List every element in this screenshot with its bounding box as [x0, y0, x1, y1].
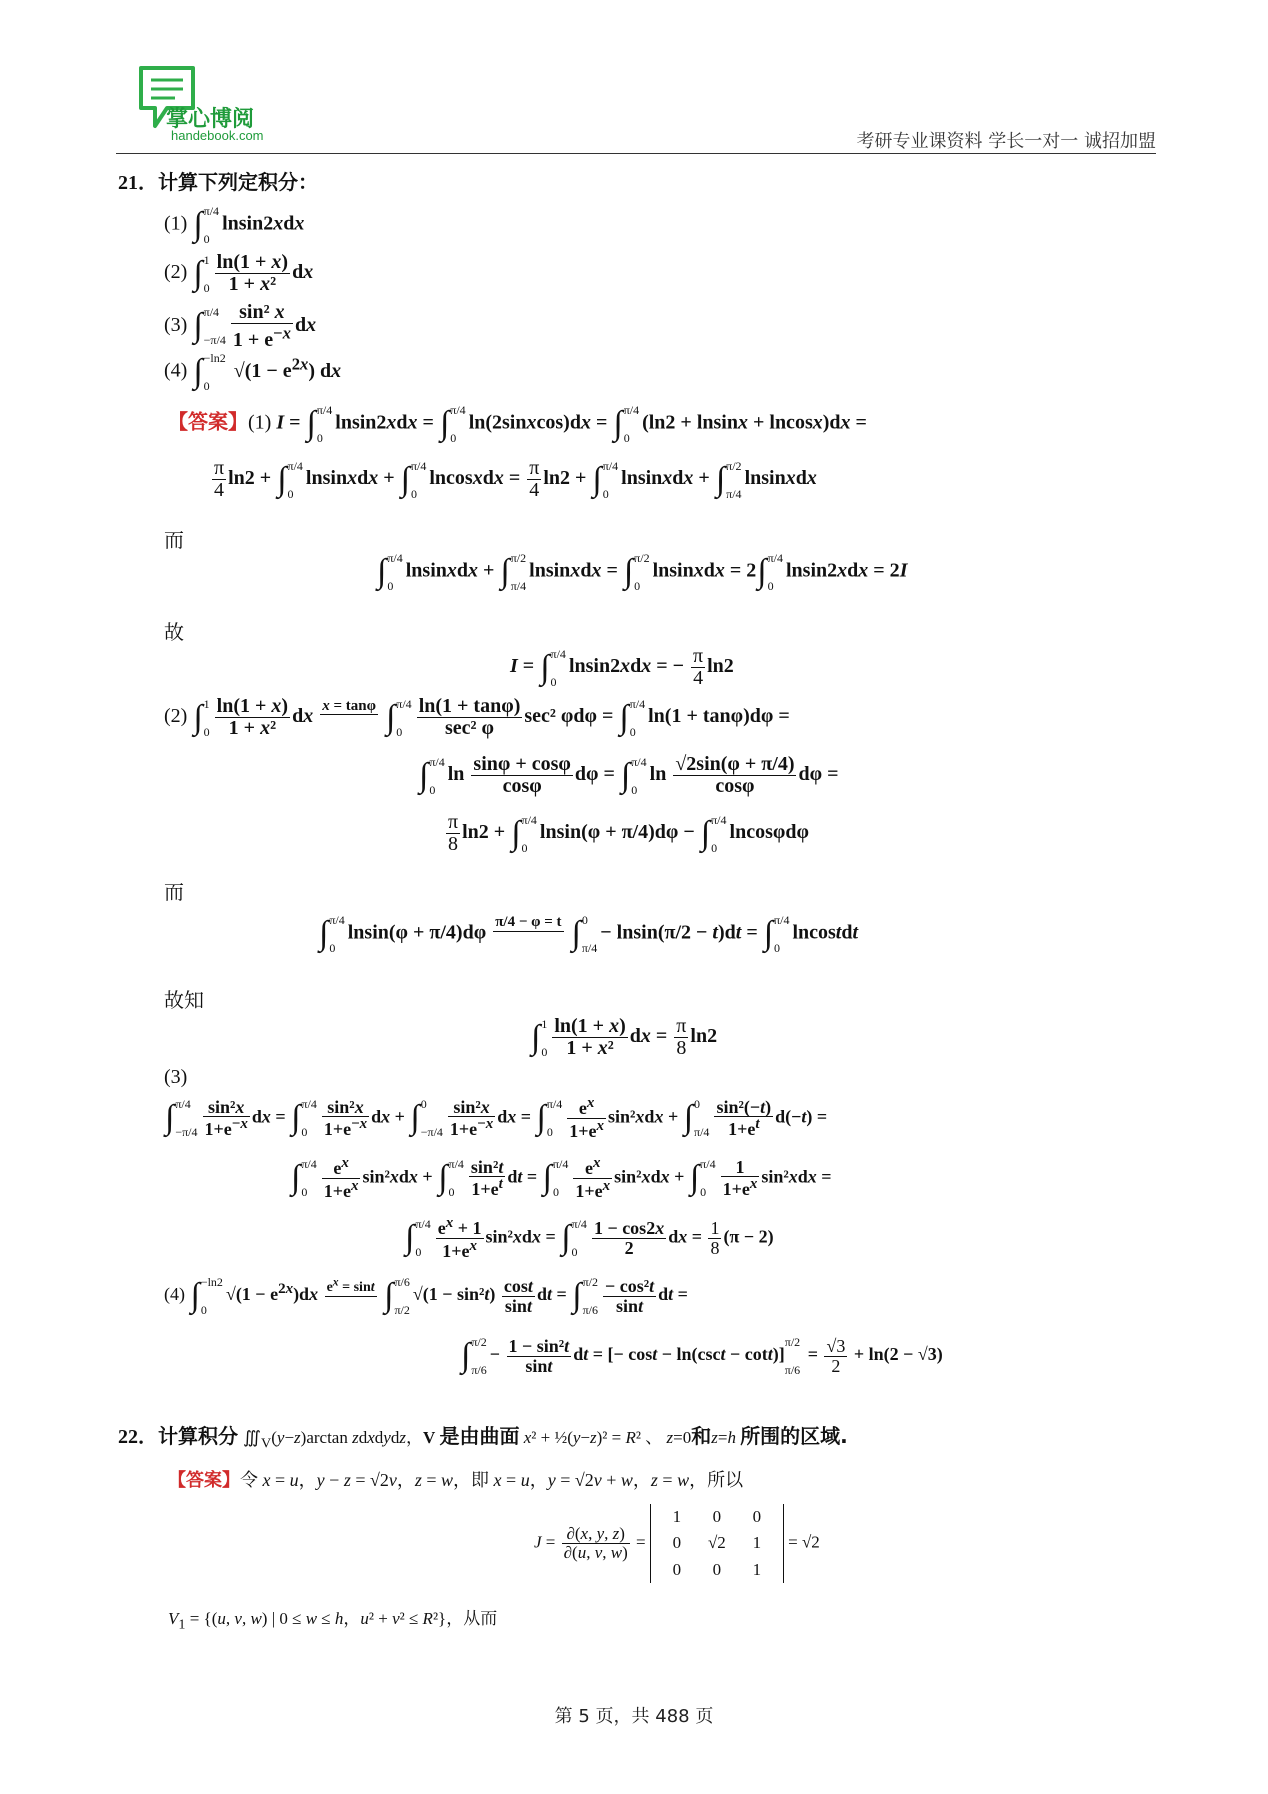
q22-region-text: 所围的区域.: [740, 1424, 848, 1448]
q21-answer-2-line3: $\frac{\pi}{8}$ ln2 + ∫ π/4 0 lnsin(φ + π/4)dφ − ∫ π/4 0 lncosφdφ: [448, 811, 809, 855]
q21-answer-2-line2: ∫ π/4 0 ln $\frac{\sin\varphi + \cos\varphi}{\cos\varphi}$ dφ = ∫ π/4 0 ln $\frac{√2\sin(\varphi + \pi/4)}{\cos\varphi}$ dφ =: [419, 753, 839, 797]
text-guzhi: 故知: [164, 988, 204, 1012]
q21-answer-1-line3: ∫ π/4 0 lnsinxdx + ∫ π/2 π/4 lnsinxdx = ∫ π/2 0 lnsinxdx = 2∫ π/4 0 lnsin2xdx = 2I: [377, 551, 908, 593]
q21-part-3: (3) ∫ π/4 −π/4 $\frac{\text{sin² x}}{1 + e^{-x}}$ dx: [164, 301, 317, 351]
q21-number: 21．: [118, 172, 158, 194]
text-gu: 故: [164, 620, 184, 644]
q21-answer-3-line3: ∫ π/4 0 $\frac{e^x + 1}{1+e^x}$ sin²xdx = ∫ π/4 0 $\frac{1 - \cos 2x}{2}$ dx = $\frac{1}{8}$ (π − 2): [405, 1215, 774, 1261]
q21-answer-1-result: I = ∫ π/4 0 lnsin2xdx = − $\frac{\pi}{4}$ ln2: [510, 645, 734, 689]
q22-heading: 22．计算积分 $∭_V(y-z)\arctan$ zdxdydz，V 是由曲面 x² + ½(y−z)² = R² 、 z=0和z=h 所围的区域.: [118, 1424, 848, 1452]
logo-name: 掌心博阅: [166, 107, 255, 132]
q21-answer-4-label: (4): [164, 1284, 185, 1305]
text-er-1: 而: [164, 528, 184, 552]
q22-title: 计算积分: [158, 1424, 238, 1448]
q21-answer-2-result: ∫ 1 0 $\frac{\ln(1 + x)}{\text{1 + x²}}$ dx = $\frac{\pi}{8}$ ln2: [531, 1015, 718, 1059]
header-tagline: 考研专业课资料 学长一对一 诚招加盟: [856, 131, 1156, 152]
logo-url: handebook.com: [171, 128, 264, 143]
q21-answer-4-line2: ∫ π/2 π/6 − $\frac{\text{1 − sin²t}}{\sin t}$ dt = [− cost − ln(csct − cott)] π/2 π/6 = $\frac{√3}{2}$ + ln(2 − √3): [461, 1335, 943, 1377]
answer-label: 【答案】: [168, 409, 248, 434]
page-footer: 第 5 页，共 488 页: [554, 1706, 714, 1727]
q21-title: 计算下列定积分：: [158, 170, 318, 194]
q21-answer-2-line1: (2) ∫ 1 0 $\frac{\ln(1 + x)}{\text{1 + x²}}$ dx x = tanφ ∫ π/4 0 $\frac{\ln(1 + \tan\varphi)}{\text{sec² φ}}$ sec² φdφ = ∫ π/4 0 ln(1 + tanφ)dφ =: [164, 695, 790, 739]
q21-answer-3-line2: ∫ π/4 0 $\frac{e^x}{1+e^x}$ sin²xdx + ∫ π/4 0 $\frac{\text{sin²t}}{1+e^t}$ dt = ∫ π/4 0 $\frac{e^x}{1+e^x}$ sin²xdx + ∫ π/4 0 $\frac{1}{1+e^x}$ sin²xdx =: [291, 1155, 832, 1201]
q21-answer-2-line4: ∫ π/4 0 lnsin(φ + π/4)dφ π/4 − φ = t ∫ 0 π/4 − lnsin(π/2 − t)dt = ∫ π/4 0 lncostdt: [319, 913, 859, 955]
q22-answer-line1: 【答案】令 x = u，y − z = √2v，z = w，即 x = u，y = √2v + w，z = w，所以: [168, 1470, 744, 1491]
q21-answer-1-line1: 【答案】(1) I = ∫ π/4 0 lnsin2xdx = ∫ π/4 0 ln(2sinxcos)dx = ∫ π/4 0 (ln2 + lnsinx + lncosx)dx =: [168, 403, 867, 445]
q21-heading: [118, 166, 318, 195]
q21-part-1: (1) ∫ π/4 0 lnsin2xdx: [164, 204, 305, 246]
q22-let-text: 令: [240, 1470, 258, 1491]
q22-jacobian: J = $\frac{\partial(x, y, z)}{\partial(u, v, w)}$ = 1 0 0 0 √2 1 0 0 1 = √2: [534, 1504, 820, 1583]
text-er-2: 而: [164, 880, 184, 904]
q21-answer-3-label: (3): [164, 1066, 188, 1088]
jacobian-result: = √2: [788, 1532, 820, 1552]
q22-congr: 从而: [463, 1609, 498, 1629]
q22-so-text: 所以: [707, 1470, 744, 1491]
q21-answer-3-line1: ∫ π/4 −π/4 $\frac{\text{sin²x}}{1+e^{-x}}$ dx = ∫ π/4 0 $\frac{\text{sin²x}}{1+e^{-x}}$ dx + ∫ 0 −π/4 $\frac{\text{sin²x}}{1+e^{-x}}$ dx = ∫ π/4 0 $\frac{e^x}{1+e^x}$ sin²xdx + ∫ 0 π/4 $\frac{\text{sin²(−t)}}{1+e^t}$ d(−t) =: [165, 1095, 828, 1141]
q21-part-4: (4) ∫ −ln2 0 $√(1 - e^{2x})$ dx: [164, 351, 342, 393]
q22-answer-line3: $V_1 = \{(u$, v, w) | 0 ≤ w ≤ h，u² + v² ≤ R²}，从而: [168, 1609, 498, 1633]
q21-answer-1-line2: $\frac{\pi}{4}$ ln2 + ∫ π/4 0 lnsinxdx + ∫ π/4 0 lncosxdx = $\frac{\pi}{4}$ ln2 + ∫ π/4 0 lnsinxdx + ∫ π/2 π/4 lnsinxdx: [214, 457, 817, 501]
jacobian-matrix: 1 0 0 0 √2 1 0 0 1: [650, 1504, 784, 1583]
q21-part-2: (2) ∫ 1 0 $\frac{\ln(1 + x)}{\text{1 + x²}}$ dx: [164, 251, 314, 295]
q22-number: 22．: [118, 1426, 158, 1448]
q22-answer-label: 【答案】: [168, 1470, 240, 1491]
q21-answer-4-line1: (4) ∫ −ln2 0 $√(1 - e^{2x})dx$ $e^x = \sin t$ ∫ π/6 π/2 √(1 − sin²t) $\frac{\cos t}{\sin t}$ dt = ∫ π/2 π/6 $\frac{\text{− cos²t}}{\sin t}$ dt =: [164, 1275, 688, 1317]
header-divider: [116, 153, 1156, 154]
